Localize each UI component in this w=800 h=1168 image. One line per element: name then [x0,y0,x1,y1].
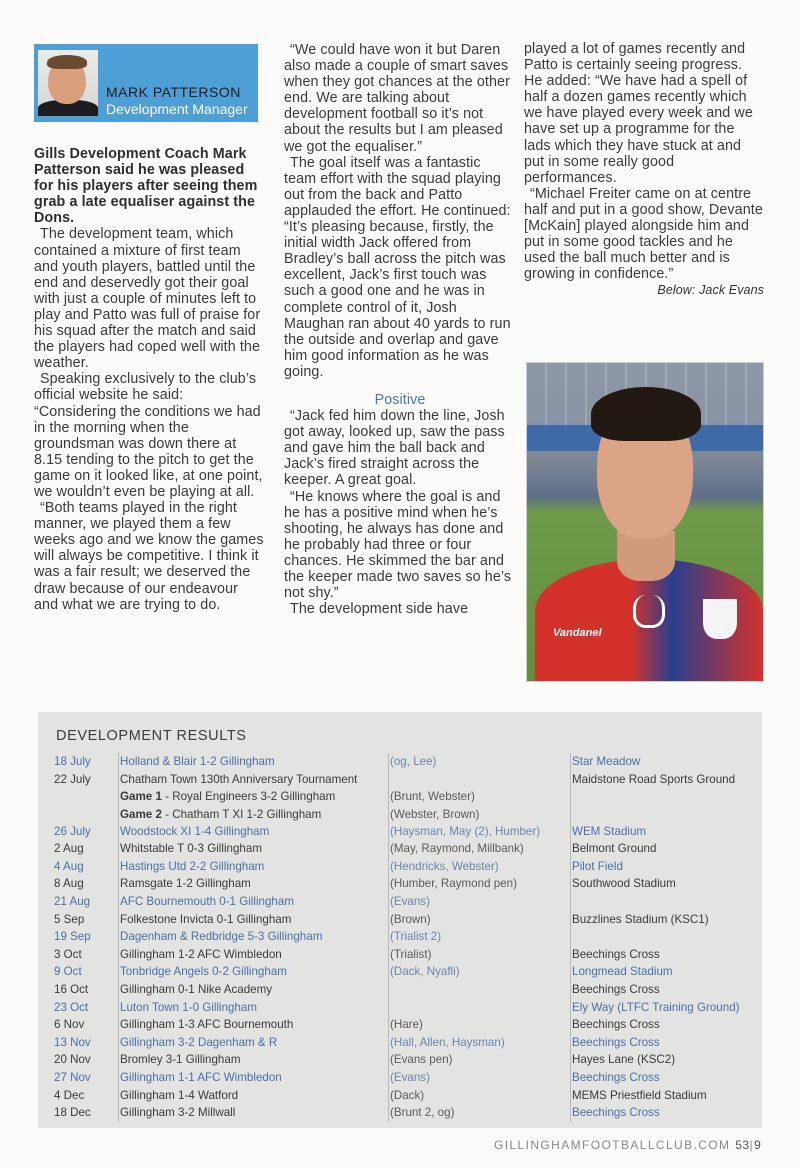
result-scorers [388,1069,566,1087]
result-date: 6 Nov [54,1018,85,1032]
match-label: Whitstable T 0-3 Gillingham [120,842,262,856]
venue-label: Beechings Cross [572,1018,660,1032]
results-title: DEVELOPMENT RESULTS [56,728,247,744]
result-venue [570,963,762,981]
result-match [118,963,382,981]
result-venue [570,1069,762,1087]
result-match [118,999,382,1017]
scorers-label: (Webster, Brown) [390,807,480,821]
result-match [118,946,382,964]
result-match [118,1087,382,1105]
result-date: 21 Aug [54,894,91,908]
match-label: Hastings Utd 2-2 Gillingham [120,859,265,873]
result-scorers [388,893,566,911]
match-label: Gillingham 1-3 AFC Bournemouth [120,1018,294,1032]
match-label: Ramsgate 1-2 Gillingham [120,877,251,891]
footer-mark: 9 [754,1138,762,1152]
page-footer [494,1138,761,1152]
article-paragraph: The development team, which contained a mixture of first team and youth players, battled until the end and deservedly got their goal with just a couple of minutes left to play and Patto was full of praise for his squad after the match and said the players had coped well with the weather. [34,226,261,372]
scorers-label: (Humber, Raymond pen) [390,877,517,891]
result-match [118,1104,382,1122]
scorers-label: (Brown) [390,912,431,926]
table-row [38,1104,762,1122]
result-date: 22 July [54,772,91,786]
result-date: 23 Oct [54,1000,89,1014]
venue-label: Ely Way (LTFC Training Ground) [572,1000,740,1014]
staff-photo [38,50,98,116]
scorers-label: (Hendricks, Webster) [390,859,499,873]
table-row [38,999,762,1017]
result-match [118,858,382,876]
result-date: 16 Oct [54,982,89,996]
venue-label: Pilot Field [572,859,623,873]
match-label: Gillingham 1-2 AFC Wimbledon [120,947,282,961]
scorers-label [390,771,566,789]
table-row [38,946,762,964]
table-row [38,1069,762,1087]
result-venue [570,946,762,964]
article-paragraph: Speaking exclusively to the club’s official website he said: “Considering the conditions we had in the morning when the groundsman was down there at 8.15 tending to the pitch to get the game on it looked like, at one point, we wouldn’t even be playing at all. [34,371,263,500]
table-row [38,911,762,929]
result-venue [570,753,762,771]
article-paragraph: “Michael Freiter came on at centre half and put in a good show, Devante [McKain] played alongside him and put in some good tackles and he used the ball much better and is growing in confidence.” [524,185,763,283]
match-label: Bromley 3-1 Gillingham [120,1053,241,1067]
sub-match-score: - Chatham T XI 1-2 Gillingham [161,807,322,821]
venue-label: Beechings Cross [572,1035,660,1049]
development-results-table [38,712,762,1128]
staff-profile-box [34,44,258,122]
result-date: 20 Nov [54,1053,91,1067]
table-row [38,981,762,999]
player-photo [526,362,764,682]
sub-match [120,788,382,806]
result-venue [570,928,762,946]
result-scorers [388,999,566,1017]
table-row [38,1051,762,1069]
staff-title: Development Manager [106,101,248,117]
result-venue [570,1104,762,1122]
table-row [38,963,762,981]
result-scorers [388,1051,566,1069]
result-venue [570,771,762,823]
scorers-label: (Brunt 2, og) [390,1106,455,1120]
result-match [118,928,382,946]
result-scorers [388,1016,566,1034]
result-scorers [388,1104,566,1122]
match-label: Gillingham 3-2 Millwall [120,1106,236,1120]
result-match [118,823,382,841]
sub-match-label: Game 1 [120,790,162,804]
photo-caption: Below: Jack Evans [657,283,764,298]
footer-separator: | [749,1138,755,1152]
result-match [118,1034,382,1052]
sub-match-label: Game 2 [120,807,162,821]
table-row [38,1016,762,1034]
scorers-label: (Evans) [390,1070,430,1084]
result-venue [570,875,762,893]
result-venue [570,1087,762,1105]
match-label: Tonbridge Angels 0-2 Gillingham [120,965,287,979]
table-row [38,928,762,946]
match-label: Gillingham 3-2 Dagenham & R [120,1035,278,1049]
result-date: 3 Oct [54,947,82,961]
article-paragraph: “He knows where the goal is and he has a positive mind when he’s shooting, he always has done and he probably had three or four chances. He skimmed the bar and the keeper made two saves so he’s not shy.” [284,488,512,602]
sub-match [120,806,382,824]
match-label: Luton Town 1-0 Gillingham [120,1000,258,1014]
venue-label: Beechings Cross [572,1070,660,1084]
article-subheading: Positive [374,391,426,408]
result-venue [570,823,762,841]
result-match [118,1051,382,1069]
result-venue [570,911,762,929]
result-venue [570,1051,762,1069]
result-scorers [388,840,566,858]
venue-label: Beechings Cross [572,982,660,996]
scorers-label: (og, Lee) [390,755,437,768]
scorers-label: (May, Raymond, Millbank) [390,842,524,856]
article-column-2 [284,42,516,617]
result-date: 5 Sep [54,912,85,926]
venue-label: Belmont Ground [572,842,657,856]
result-venue [570,1034,762,1052]
result-date: 4 Dec [54,1088,85,1102]
result-match [118,1016,382,1034]
staff-name: MARK PATTERSON [106,84,241,100]
table-row [38,840,762,858]
result-scorers [388,963,566,981]
result-scorers [388,1087,566,1105]
venue-label: Longmead Stadium [572,965,673,979]
venue-label: Beechings Cross [572,1106,660,1120]
match-label: Gillingham 1-1 AFC Wimbledon [120,1070,282,1084]
sub-match-score: - Royal Engineers 3-2 Gillingham [161,790,336,804]
result-scorers [388,858,566,876]
table-row [38,875,762,893]
result-scorers [388,981,566,999]
venue-label: Beechings Cross [572,947,660,961]
result-scorers [388,1034,566,1052]
result-match [118,911,382,929]
article-lead: Gills Development Coach Mark Patterson said he was pleased for his players after seeing them grab a late equaliser against the Dons. [34,146,258,227]
match-label: Woodstock XI 1-4 Gillingham [120,824,270,838]
article-paragraph: “Jack fed him down the line, Josh got away, looked up, saw the pass and gave him the ball back and Jack’s fired straight across the keeper. A great goal. [284,408,505,489]
club-crest-icon [703,599,737,639]
article-column-1 [34,146,266,613]
result-date: 4 Aug [54,859,84,873]
result-match [118,771,382,823]
result-date: 18 July [54,755,91,768]
page-number: 53 [735,1138,750,1152]
table-row [38,1034,762,1052]
scorers-label: (Haysman, May (2), Humber) [390,824,541,838]
result-match [118,840,382,858]
result-match [118,981,382,999]
result-date: 27 Nov [54,1070,91,1084]
result-venue [570,893,762,911]
result-date: 18 Dec [54,1106,91,1120]
results-list [38,753,762,1122]
result-date: 9 Oct [54,965,82,979]
scorers-label: (Brunt, Webster) [390,790,475,804]
venue-label: Maidstone Road Sports Ground [572,772,736,786]
article-column-3 [524,41,764,299]
article-paragraph: “We could have won it but Daren also made a couple of smart saves when they got chances at the other end. We are talking about development football so it’s not about the results but I am pleased we got the equaliser.” [284,42,510,155]
result-venue [570,981,762,999]
match-label: Gillingham 0-1 Nike Academy [120,982,273,996]
result-scorers [388,928,566,946]
shirt-sponsor: Vandanel [553,627,602,639]
result-scorers [388,753,566,771]
result-date: 8 Aug [54,877,84,891]
result-match [118,753,382,771]
table-row [38,858,762,876]
table-row [38,1087,762,1105]
result-venue [570,1016,762,1034]
result-date: 26 July [54,824,91,838]
result-venue [570,858,762,876]
article-paragraph: The development side have [290,601,469,618]
venue-label: Star Meadow [572,755,641,768]
table-row [38,771,762,823]
result-match [118,893,382,911]
scorers-label: (Evans pen) [390,1053,453,1067]
footer-site: GILLINGHAMFOOTBALLCLUB.COM [494,1138,731,1152]
table-row [38,753,762,771]
result-match [118,875,382,893]
result-date: 2 Aug [54,842,84,856]
scorers-label: (Evans) [390,894,430,908]
venue-label: Buzzlines Stadium (KSC1) [572,912,709,926]
venue-label: Southwood Stadium [572,877,676,891]
scorers-label: (Hall, Allen, Haysman) [390,1035,505,1049]
match-label: Gillingham 1-4 Watford [120,1088,239,1102]
result-date: 19 Sep [54,930,91,944]
article-paragraph: played a lot of games recently and Patto is certainly seeing progress. He added: “We have had a spell of half a dozen games recently which we have played every week and we have set up a programme for the lads which they have stuck at and put in some really good performances. [524,41,753,186]
result-scorers [388,911,566,929]
article-paragraph: The goal itself was a fantastic team effort with the squad playing out from the back and Patto applauded the effort. He continued: “It’s pleasing because, firstly, the initial width Jack offered from Bradley’s ball across the pitch was excellent, Jack’s first touch was such a good one and he was in complete control of it, Josh Maughan ran about 40 yards to run the outside and overlap and gave him good information as he was going. [284,154,511,380]
result-scorers [388,946,566,964]
result-scorers [388,771,566,823]
scorers-label: (Hare) [390,1018,423,1032]
scorers-label: (Dack, Nyafli) [390,965,460,979]
match-label: AFC Bournemouth 0-1 Gillingham [120,894,294,908]
table-row [38,823,762,841]
result-scorers [388,875,566,893]
scorers-label: (Dack) [390,1088,425,1102]
result-date: 13 Nov [54,1035,91,1049]
result-match [118,1069,382,1087]
result-venue [570,840,762,858]
result-scorers [388,823,566,841]
table-row [38,893,762,911]
venue-label: WEM Stadium [572,824,647,838]
venue-label: Hayes Lane (KSC2) [572,1053,676,1067]
match-label: Folkestone Invicta 0-1 Gillingham [120,912,292,926]
result-venue [570,999,762,1017]
match-label: Holland & Blair 1-2 Gillingham [120,755,275,768]
article-paragraph: “Both teams played in the right manner, we played them a few weeks ago and we know the games will always be competitive. I think it was a fair result; we deserved the draw because of our endeavour and what we are trying to do. [34,500,264,613]
scorers-label: (Trialist 2) [390,930,442,944]
match-label: Dagenham & Redbridge 5-3 Gillingham [120,930,323,944]
venue-label: MEMS Priestfield Stadium [572,1088,707,1102]
match-label: Chatham Town 130th Anniversary Tournament [120,772,358,786]
scorers-label: (Trialist) [390,947,432,961]
